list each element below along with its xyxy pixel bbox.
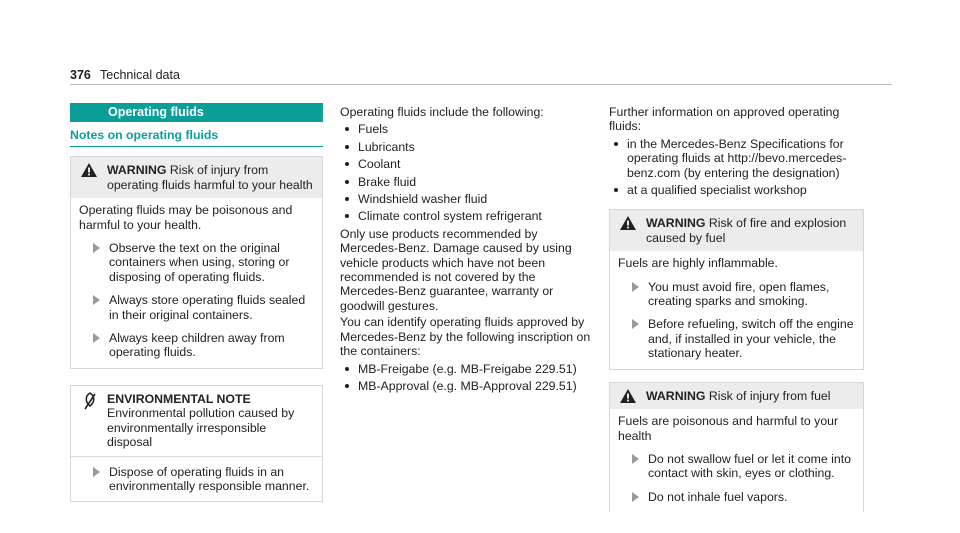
list-item: Coolant: [340, 157, 592, 171]
warning-header: [71, 157, 322, 198]
section-title-bar: Operating fluids: [70, 103, 323, 122]
list-item: Lubricants: [340, 140, 592, 154]
recommendation-paragraph: Only use products recommended by Mercedes-Benz. Damage caused by using vehicle products which have not been recommended is not covered by the Mercedes-Benz guarantee, warranty or goodwill gestures.: [340, 226, 572, 313]
instruction-step: Always keep children away from operating fluids.: [79, 331, 314, 360]
list-item: MB-Approval (e.g. MB-Approval 229.51): [340, 379, 592, 393]
list-item: Climate control system refrigerant: [340, 209, 592, 223]
warning-header: [610, 383, 863, 409]
list-item: Fuels: [340, 122, 592, 136]
subheading-rule: [70, 146, 323, 147]
warning-label: WARNING: [646, 388, 706, 403]
left-column: [70, 103, 323, 502]
step-arrow-icon: [632, 319, 639, 329]
fluids-list: [340, 122, 592, 223]
inscription-list: [340, 362, 592, 394]
further-info-list: [609, 137, 864, 198]
step-arrow-icon: [93, 243, 100, 253]
step-arrow-icon: [632, 282, 639, 292]
warning-triangle-icon: [620, 389, 636, 403]
instruction-step: Observe the text on the original containers when using, storing or disposing of operating fluids.: [79, 241, 314, 284]
warning-label: WARNING: [107, 163, 167, 178]
warning-box-operating-fluids: [70, 156, 323, 368]
environmental-note-title: Environmental pollution caused by environmentally irresponsible disposal: [107, 406, 295, 450]
warning-body: Fuels are highly inflammable.: [618, 256, 778, 271]
list-item: Brake fluid: [340, 175, 592, 189]
environment-leaf-icon: [83, 392, 97, 410]
warning-header: [610, 210, 863, 251]
environmental-note-label: ENVIRONMENTAL NOTE: [107, 391, 251, 406]
list-item: in the Mercedes-Benz Specifications for operating fluids at http://bevo.mercedes-benz.com (by entering the designation): [609, 137, 864, 180]
warning-triangle-icon: [620, 216, 636, 230]
page-section-title: Technical data: [100, 68, 180, 82]
instruction-step: You must avoid fire, open flames, creating sparks and smoking.: [618, 280, 855, 309]
warning-title: Risk of fire and explosion caused by fuel: [646, 216, 847, 245]
warning-box-fuel-injury: [609, 382, 864, 512]
instruction-step: Dispose of operating fluids in an environmentally responsible manner.: [79, 465, 314, 494]
inscription-paragraph: You can identify operating fluids approved by Mercedes-Benz by the following inscription on the containers:: [340, 315, 591, 359]
list-item: MB-Freigabe (e.g. MB-Freigabe 229.51): [340, 362, 592, 376]
step-arrow-icon: [93, 333, 100, 343]
fluids-intro: Operating fluids include the following:: [340, 105, 544, 119]
list-item: at a qualified specialist workshop: [609, 183, 864, 197]
instruction-step: Do not swallow fuel or let it come into contact with skin, eyes or clothing.: [618, 452, 855, 481]
warning-triangle-icon: [81, 163, 97, 177]
right-column: [609, 105, 864, 512]
header-divider: [70, 84, 892, 85]
middle-column: [340, 105, 592, 396]
list-item: Windshield washer fluid: [340, 192, 592, 206]
further-info-intro: Further information on approved operating fluids:: [609, 105, 840, 134]
step-arrow-icon: [632, 454, 639, 464]
warning-title: Risk of injury from fuel: [708, 388, 831, 403]
instruction-step: Do not inhale fuel vapors.: [618, 490, 855, 504]
environmental-note-header: [71, 386, 322, 456]
subheading: Notes on operating fluids: [70, 128, 219, 142]
instruction-step: Always store operating fluids sealed in their original containers.: [79, 293, 314, 322]
step-arrow-icon: [93, 467, 100, 477]
instruction-step: Before refueling, switch off the engine and, if installed in your vehicle, the stationary heater.: [618, 317, 855, 360]
warning-label: WARNING: [646, 216, 706, 231]
warning-title: Risk of injury from operating fluids harmful to your health: [107, 163, 313, 192]
warning-box-fire-explosion: [609, 209, 864, 369]
page-number: 376: [70, 68, 91, 82]
warning-body: Fuels are poisonous and harmful to your health: [618, 414, 839, 443]
step-arrow-icon: [93, 295, 100, 305]
environmental-note-box: [70, 385, 323, 502]
step-arrow-icon: [632, 492, 639, 502]
warning-body: Operating fluids may be poisonous and harmful to your health.: [79, 203, 293, 232]
